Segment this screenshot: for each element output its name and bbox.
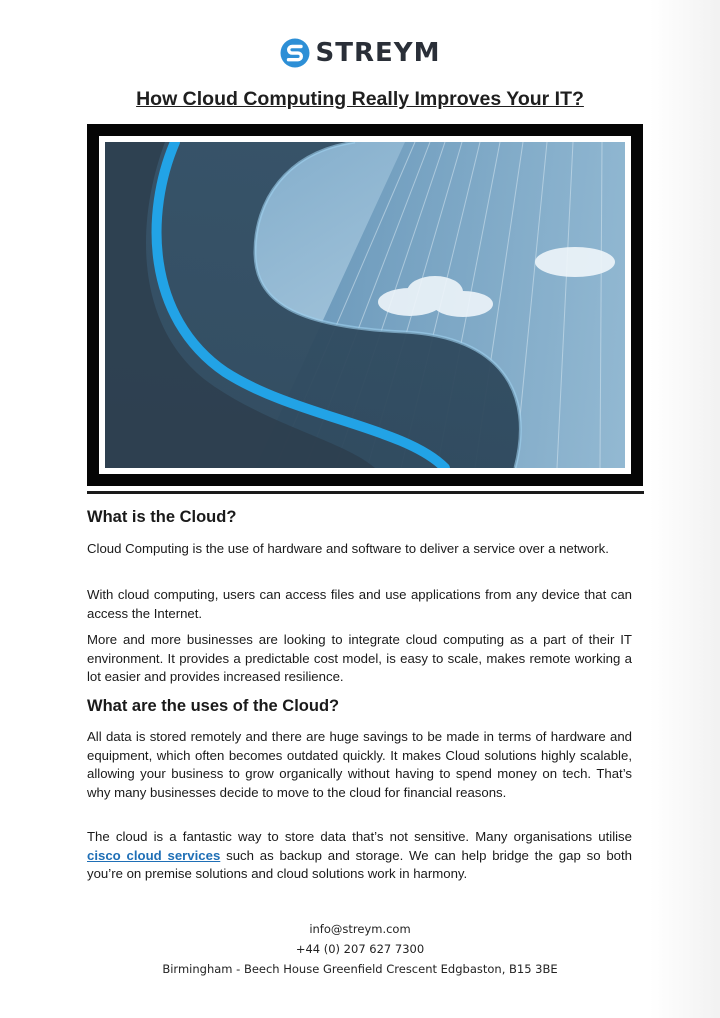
brand-name: STREYM (315, 38, 441, 68)
cisco-cloud-services-link[interactable]: cisco cloud services (87, 847, 221, 863)
paragraph-text: The cloud is a fantastic way to store data that’s not sensitive. Many organisations utilise (87, 829, 632, 844)
paragraph: More and more businesses are looking to integrate cloud computing as a part of their IT environment. It provides a predictable cost model, is easy to scale, makes remote working a lot easier and provides increased resilience. (87, 632, 632, 684)
page-title: How Cloud Computing Really Improves Your IT? (136, 88, 584, 110)
paragraph-text: such as backup and storage. We can help bridge the gap so both you’re on premise solutions and cloud solutions work in harmony. (87, 847, 632, 881)
streym-s-logo-icon (280, 38, 310, 68)
footer-email[interactable]: info@streym.com (309, 922, 411, 936)
brand-logo[interactable] (0, 38, 720, 68)
section-heading-uses-of-cloud: What are the uses of the Cloud? (87, 697, 340, 715)
footer-phone[interactable]: +44 (0) 207 627 7300 (295, 942, 425, 956)
paragraph: With cloud computing, users can access files and use applications from any device that can access the Internet. (87, 587, 632, 621)
paragraph-with-link (87, 828, 632, 884)
paragraph: Cloud Computing is the use of hardware and software to deliver a service over a network. (87, 541, 609, 556)
skyscraper-hero-image (105, 142, 625, 468)
section-divider (87, 491, 644, 494)
section-heading-what-is-cloud: What is the Cloud? (87, 508, 237, 526)
paragraph: All data is stored remotely and there are huge savings to be made in terms of hardware and equipment, which often becomes outdated quickly. It makes Cloud solutions highly scalable, allowing your business to grow organically without having to spend money on tech. That’s why many businesses decide to move to the cloud for financial reasons. (87, 729, 632, 800)
footer-address: Birmingham - Beech House Greenfield Crescent Edgbaston, B15 3BE (162, 962, 558, 976)
hero-image-frame (87, 124, 643, 486)
hero-image-mat (99, 136, 631, 474)
page-edge-shadow (650, 0, 720, 1018)
